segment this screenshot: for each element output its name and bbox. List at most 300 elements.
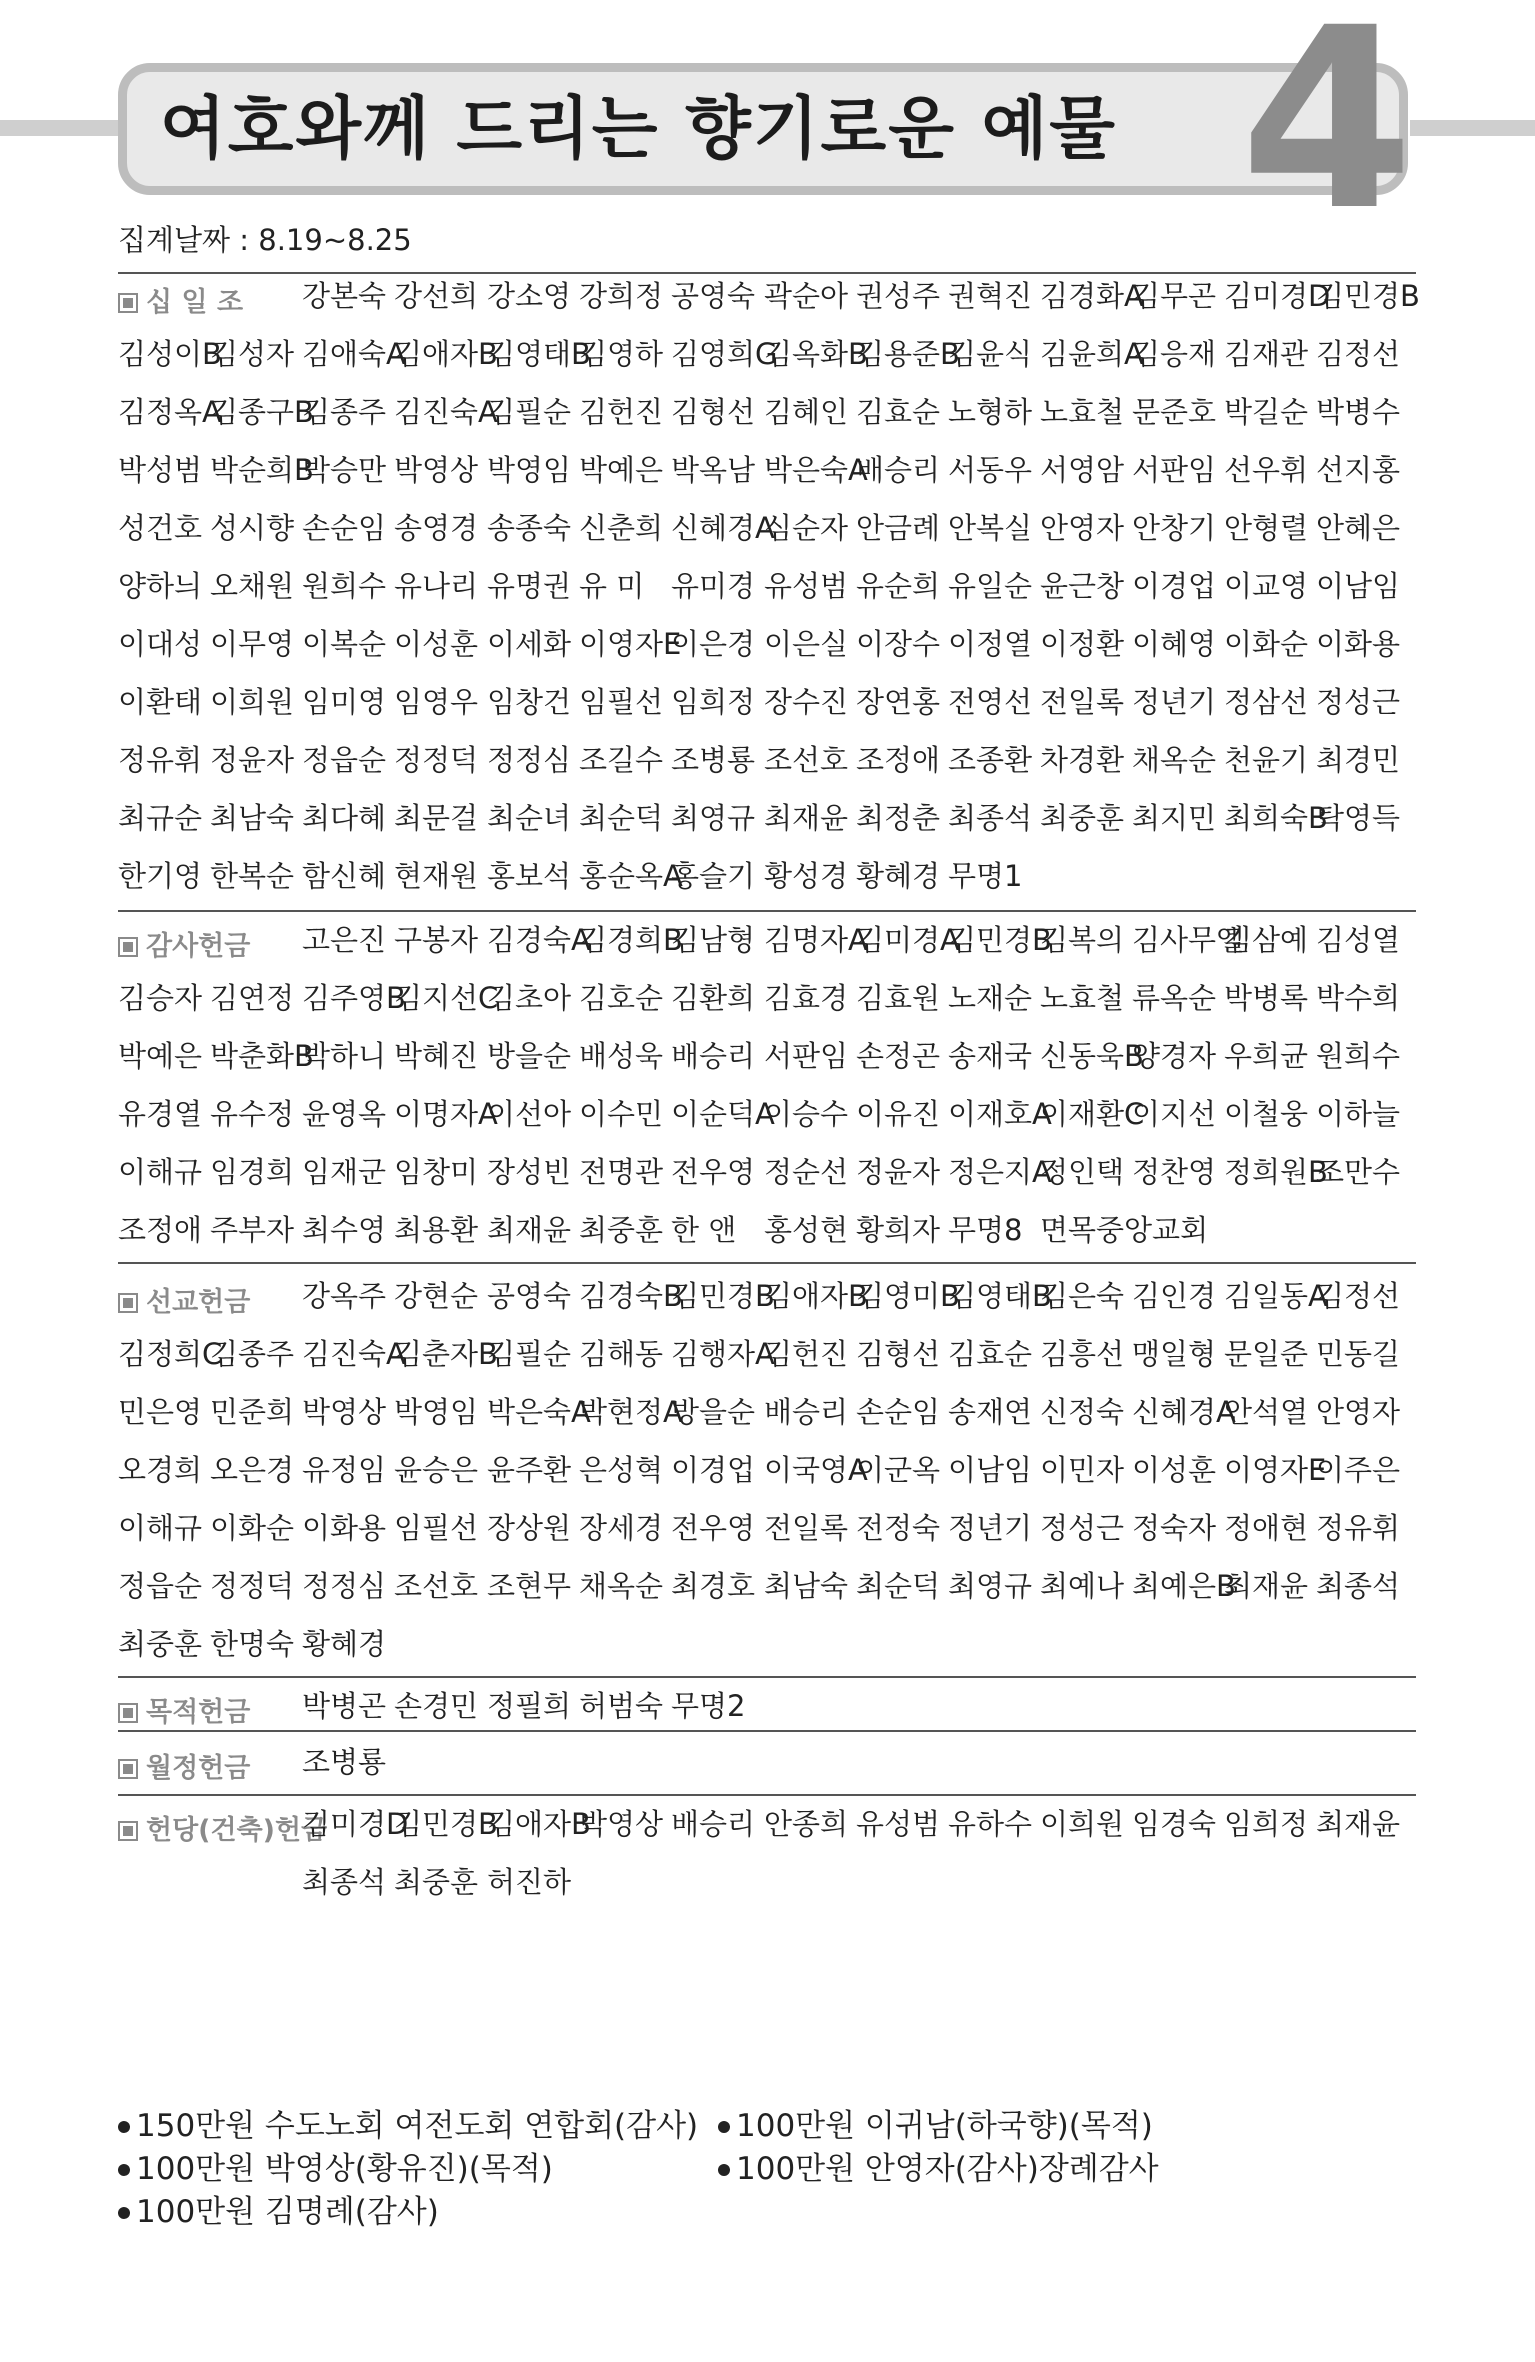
donor-name: 민준희 <box>210 1395 295 1429</box>
donor-name: 정년기 <box>948 1511 1033 1545</box>
donor-name: 이은경 <box>671 627 756 661</box>
donor-name: 배승리 <box>764 1395 849 1429</box>
square-bullet-icon <box>118 293 138 313</box>
donor-name: 류옥순 <box>1132 981 1217 1015</box>
donor-name: 김정희C <box>118 1337 223 1371</box>
donor-name: 안혜은 <box>1316 511 1401 545</box>
donor-name: 박옥남 <box>671 453 756 487</box>
donor-name: 임창미 <box>394 1155 479 1189</box>
donor-name: 이유진 <box>856 1097 941 1131</box>
donor-name: 민동길 <box>1316 1337 1401 1371</box>
donor-name: 이대성 <box>118 627 203 661</box>
donor-name: 정윤자 <box>210 743 295 777</box>
donor-name: 한기영 <box>118 859 203 893</box>
section-label-text: 헌당(건축)헌금 <box>146 1815 328 1846</box>
donor-name: 선지홍 <box>1316 453 1401 487</box>
section-divider <box>118 1794 1416 1796</box>
donor-name: 조현무 <box>487 1569 572 1603</box>
donor-name: 윤주환 <box>487 1453 572 1487</box>
donor-name: 유성범 <box>764 569 849 603</box>
donor-name: 정유휘 <box>1316 1511 1401 1545</box>
donor-name: 김윤희A <box>1040 337 1144 371</box>
donor-name: 김영태B <box>487 337 591 371</box>
donor-name: 홍보석 <box>487 859 572 893</box>
special-offering-note <box>718 2143 1159 2188</box>
header-bar-left <box>0 120 130 136</box>
donor-name: 박수희 <box>1316 981 1401 1015</box>
special-offering-note <box>718 2100 1153 2145</box>
donor-name: 정정덕 <box>210 1569 295 1603</box>
donor-name: 이하늘 <box>1316 1097 1401 1131</box>
donor-name: 전일록 <box>1040 685 1125 719</box>
donor-name: 김정선 <box>1316 1279 1401 1313</box>
special-offering-note <box>118 2143 553 2188</box>
section-label-text: 선교헌금 <box>146 1287 251 1318</box>
donor-name: 최정춘 <box>856 801 941 835</box>
donor-name: 박영상 <box>579 1807 664 1841</box>
donor-name: 권혁진 <box>948 279 1033 313</box>
donor-name: 김흥선 <box>1040 1337 1125 1371</box>
donor-name: 성건호 <box>118 511 203 545</box>
donor-name: 김정선 <box>1316 337 1401 371</box>
donor-name: 김미경A <box>856 923 960 957</box>
donor-name: 성시향 <box>210 511 295 545</box>
donor-name: 박은숙A <box>764 453 868 487</box>
donor-name: 김경희B <box>579 923 683 957</box>
donor-name: 임재군 <box>302 1155 387 1189</box>
donor-name: 정성근 <box>1316 685 1401 719</box>
donor-name: 맹일형 <box>1132 1337 1217 1371</box>
donor-name: 이철웅 <box>1224 1097 1309 1131</box>
donor-name: 이순덕A <box>671 1097 775 1131</box>
donor-name: 김해동 <box>579 1337 664 1371</box>
donor-name: 이희원 <box>1040 1807 1125 1841</box>
donor-name: 최중훈 <box>579 1213 664 1247</box>
donor-name: 김경화A <box>1040 279 1144 313</box>
section-label <box>118 280 243 319</box>
donor-name: 이은실 <box>764 627 849 661</box>
donor-name: 박길순 <box>1224 395 1309 429</box>
donor-name: 박영상 <box>394 453 479 487</box>
donor-name: 윤근창 <box>1040 569 1125 603</box>
donor-name: 박순희B <box>210 453 314 487</box>
donor-name: 정정심 <box>302 1569 387 1603</box>
donor-name: 안복실 <box>948 511 1033 545</box>
donor-name: 곽순아 <box>764 279 849 313</box>
donor-name: 정은지A <box>948 1155 1052 1189</box>
donor-name: 정읍순 <box>302 743 387 777</box>
donor-name: 임필선 <box>579 685 664 719</box>
donor-name: 안영자 <box>1316 1395 1401 1429</box>
donor-name: 고은진 <box>302 923 387 957</box>
donor-name: 유명권 <box>487 569 572 603</box>
donor-name: 이화순 <box>210 1511 295 1545</box>
donor-name: 이성훈 <box>394 627 479 661</box>
donor-name: 조선호 <box>394 1569 479 1603</box>
donor-name: 최수영 <box>302 1213 387 1247</box>
donor-name: 이민자 <box>1040 1453 1125 1487</box>
donor-name: 전우영 <box>671 1155 756 1189</box>
donor-name: 최중훈 <box>1040 801 1125 835</box>
square-bullet-icon <box>118 937 138 957</box>
donor-name: 최다혜 <box>302 801 387 835</box>
donor-name: 장세경 <box>579 1511 664 1545</box>
donor-name: 박승만 <box>302 453 387 487</box>
donor-name: 유경열 <box>118 1097 203 1131</box>
donor-name: 채옥순 <box>579 1569 664 1603</box>
donor-name: 한복순 <box>210 859 295 893</box>
donor-name: 장상원 <box>487 1511 572 1545</box>
donor-name: 함신혜 <box>302 859 387 893</box>
donor-name: 김성열 <box>1316 923 1401 957</box>
donor-name: 김재관 <box>1224 337 1309 371</box>
donor-name: 정순선 <box>764 1155 849 1189</box>
header-bar-right <box>1410 120 1535 136</box>
donor-name: 김민경B <box>1316 279 1420 313</box>
donor-name: 김미경D <box>302 1807 409 1841</box>
bullet-icon <box>118 2164 130 2176</box>
donor-name: 장성빈 <box>487 1155 572 1189</box>
bullet-icon <box>118 2121 130 2133</box>
donor-name: 정찬영 <box>1132 1155 1217 1189</box>
donor-name: 전영선 <box>948 685 1033 719</box>
donor-name: 김필순 <box>487 395 572 429</box>
donor-name: 채옥순 <box>1132 743 1217 777</box>
section-label-text: 십 일 조 <box>146 287 244 318</box>
donor-name: 이영자E <box>579 627 682 661</box>
donor-name: 임필선 <box>394 1511 479 1545</box>
donor-name: 박병수 <box>1316 395 1401 429</box>
donor-name: 이환태 <box>118 685 203 719</box>
donor-name: 송재연 <box>948 1395 1033 1429</box>
donor-name: 황혜경 <box>302 1627 387 1661</box>
donor-name: 이재호A <box>948 1097 1052 1131</box>
donor-name: 임영우 <box>394 685 479 719</box>
donor-name: 조종환 <box>948 743 1033 777</box>
donor-name: 최지민 <box>1132 801 1217 835</box>
special-offering-text: 150만원 수도노회 여전도회 연합회(감사) <box>136 2108 699 2144</box>
donor-name: 유일순 <box>948 569 1033 603</box>
donor-name: 김춘자B <box>394 1337 498 1371</box>
donor-name: 이경업 <box>1132 569 1217 603</box>
section-divider <box>118 272 1416 274</box>
donor-name: 선우휘 <box>1224 453 1309 487</box>
donor-name: 현재원 <box>394 859 479 893</box>
donor-name: 장연홍 <box>856 685 941 719</box>
donor-name: 강현순 <box>394 1279 479 1313</box>
donor-name: 무명1 <box>948 859 1023 893</box>
donor-name: 최규순 <box>118 801 203 835</box>
donor-name: 김연정 <box>210 981 295 1015</box>
section-label <box>118 1808 327 1847</box>
donor-name: 김애자B <box>394 337 498 371</box>
donor-name: 김경숙B <box>579 1279 683 1313</box>
donor-name: 유성범 <box>856 1807 941 1841</box>
section-divider <box>118 1730 1416 1732</box>
donor-name: 김헌진 <box>764 1337 849 1371</box>
donor-name: 신춘희 <box>579 511 664 545</box>
donor-name: 김효원 <box>856 981 941 1015</box>
donor-name: 장수진 <box>764 685 849 719</box>
donor-name: 박병록 <box>1224 981 1309 1015</box>
donor-name: 안형렬 <box>1224 511 1309 545</box>
donor-name: 이남임 <box>948 1453 1033 1487</box>
donor-name: 이남임 <box>1316 569 1401 603</box>
donor-name: 유정임 <box>302 1453 387 1487</box>
donor-name: 김은숙 <box>1040 1279 1125 1313</box>
donor-name: 최희숙B <box>1224 801 1328 835</box>
donor-name: 김효경 <box>764 981 849 1015</box>
donor-name: 손정곤 <box>856 1039 941 1073</box>
square-bullet-icon <box>118 1821 138 1841</box>
donor-name: 양하늬 <box>118 569 203 603</box>
donor-name: 배성욱 <box>579 1039 664 1073</box>
donor-name: 박은숙A <box>487 1395 591 1429</box>
donor-name: 정숙자 <box>1132 1511 1217 1545</box>
donor-name: 양경자 <box>1132 1039 1217 1073</box>
donor-name: 차경환 <box>1040 743 1125 777</box>
donor-name: 이정열 <box>948 627 1033 661</box>
donor-name: 이정환 <box>1040 627 1125 661</box>
donor-name: 이지선 <box>1132 1097 1217 1131</box>
section-divider <box>118 1676 1416 1678</box>
donor-name: 김종주 <box>210 1337 295 1371</box>
donor-name: 한명숙 <box>210 1627 295 1661</box>
donor-name: 김영미B <box>856 1279 960 1313</box>
donor-name: 민은영 <box>118 1395 203 1429</box>
donor-name: 정애현 <box>1224 1511 1309 1545</box>
donor-name: 김애자B <box>764 1279 868 1313</box>
donor-name: 최남숙 <box>210 801 295 835</box>
donor-name: 노재순 <box>948 981 1033 1015</box>
donor-name: 김용준B <box>856 337 960 371</box>
square-bullet-icon <box>118 1759 138 1779</box>
donor-name: 이명자A <box>394 1097 498 1131</box>
donor-name: 이경업 <box>671 1453 756 1487</box>
donor-name: 서판임 <box>1132 453 1217 487</box>
donor-name: 이군옥 <box>856 1453 941 1487</box>
donor-name: 황혜경 <box>856 859 941 893</box>
donor-name: 김사무엘 <box>1132 923 1245 957</box>
donor-name: 주부자 <box>210 1213 295 1247</box>
donor-name: 이화용 <box>1316 627 1401 661</box>
donor-name: 최종석 <box>948 801 1033 835</box>
donor-name: 김효순 <box>856 395 941 429</box>
donor-name: 이화순 <box>1224 627 1309 661</box>
donor-name: 김민경B <box>394 1807 498 1841</box>
bullet-icon <box>718 2164 730 2176</box>
donor-name: 최중훈 <box>118 1627 203 1661</box>
donor-name: 정성근 <box>1040 1511 1125 1545</box>
donor-name: 김윤식 <box>948 337 1033 371</box>
donor-name: 방을순 <box>671 1395 756 1429</box>
donor-name: 정정심 <box>487 743 572 777</box>
donor-name: 김복의 <box>1040 923 1125 957</box>
special-offering-note <box>118 2100 698 2145</box>
donor-name: 김성자 <box>210 337 295 371</box>
donor-name: 이해규 <box>118 1155 203 1189</box>
donor-name: 노형하 <box>948 395 1033 429</box>
donor-name: 윤승은 <box>394 1453 479 1487</box>
donor-name: 노효철 <box>1040 981 1125 1015</box>
donor-name: 유미경 <box>671 569 756 603</box>
donor-name: 이무영 <box>210 627 295 661</box>
donor-name: 최순덕 <box>579 801 664 835</box>
donor-name: 정삼선 <box>1224 685 1309 719</box>
donor-name: 최예나 <box>1040 1569 1125 1603</box>
donor-name: 최용환 <box>394 1213 479 1247</box>
donor-name: 박영상 <box>302 1395 387 1429</box>
bullet-icon <box>718 2121 730 2133</box>
donor-name: 김명자A <box>764 923 868 957</box>
donor-name: 김성이B <box>118 337 222 371</box>
donor-name: 이화용 <box>302 1511 387 1545</box>
donor-name: 김애숙A <box>302 337 406 371</box>
donor-name: 김형선 <box>671 395 756 429</box>
donor-name: 박영임 <box>487 453 572 487</box>
donor-name: 최남숙 <box>764 1569 849 1603</box>
donor-name: 이해규 <box>118 1511 203 1545</box>
donor-name: 전우영 <box>671 1511 756 1545</box>
donor-name: 김행자A <box>671 1337 775 1371</box>
donor-name: 강본숙 <box>302 279 387 313</box>
donor-name: 김영하 <box>579 337 664 371</box>
donor-name: 전명관 <box>579 1155 664 1189</box>
donor-name: 안창기 <box>1132 511 1217 545</box>
section-label <box>118 1280 250 1319</box>
section-label <box>118 1746 250 1785</box>
donor-name: 최영규 <box>671 801 756 835</box>
donor-name: 정필희 <box>487 1689 572 1723</box>
donor-name: 이장수 <box>856 627 941 661</box>
donor-name: 김민경B <box>671 1279 775 1313</box>
page-title: 여호와께 드리는 향기로운 예물 <box>160 90 1117 169</box>
donor-name: 공영숙 <box>671 279 756 313</box>
donor-name: 원희수 <box>302 569 387 603</box>
section-label-text: 목적헌금 <box>146 1697 251 1728</box>
donor-name: 조정애 <box>856 743 941 777</box>
donor-name: 최문걸 <box>394 801 479 835</box>
special-offering-text: 100만원 박영상(황유진)(목적) <box>136 2151 553 2187</box>
donor-name: 천윤기 <box>1224 743 1309 777</box>
donor-name: 전일록 <box>764 1511 849 1545</box>
donor-name: 무명2 <box>671 1689 746 1723</box>
donor-name: 박현정A <box>579 1395 683 1429</box>
donor-name: 이복순 <box>302 627 387 661</box>
donor-name: 정인택 <box>1040 1155 1125 1189</box>
donor-name: 손순임 <box>856 1395 941 1429</box>
donor-name: 이영자E <box>1224 1453 1327 1487</box>
section-label <box>118 1690 250 1729</box>
donor-name: 김효순 <box>948 1337 1033 1371</box>
date-label: 집계날짜 : 8.19~8.25 <box>118 223 412 257</box>
donor-name: 홍슬기 <box>671 859 756 893</box>
donor-name: 이국영A <box>764 1453 868 1487</box>
donor-name: 서영암 <box>1040 453 1125 487</box>
donor-name: 최재윤 <box>1224 1569 1309 1603</box>
donor-name: 이승수 <box>764 1097 849 1131</box>
donor-name: 정유휘 <box>118 743 203 777</box>
special-offering-note <box>118 2186 439 2231</box>
donor-name: 김애자B <box>487 1807 591 1841</box>
donor-name: 김남형 <box>671 923 756 957</box>
donor-name: 홍순옥A <box>579 859 683 893</box>
donor-name: 최중훈 <box>394 1865 479 1899</box>
donor-name: 신정숙 <box>1040 1395 1125 1429</box>
donor-name: 안영자 <box>1040 511 1125 545</box>
donor-name: 조정애 <box>118 1213 203 1247</box>
donor-name: 황희자 <box>856 1213 941 1247</box>
square-bullet-icon <box>118 1703 138 1723</box>
donor-name: 박하니 <box>302 1039 387 1073</box>
donor-name: 이희원 <box>210 685 295 719</box>
bullet-icon <box>118 2207 130 2219</box>
donor-name: 배승리 <box>671 1807 756 1841</box>
donor-name: 홍성현 <box>764 1213 849 1247</box>
donor-name: 무명8 <box>948 1213 1023 1247</box>
donor-name: 이선아 <box>487 1097 572 1131</box>
donor-name: 김진숙A <box>394 395 498 429</box>
donor-name: 김진숙A <box>302 1337 406 1371</box>
donor-name: 윤영옥 <box>302 1097 387 1131</box>
donor-name: 서판임 <box>764 1039 849 1073</box>
donor-name: 강선희 <box>394 279 479 313</box>
donor-name: 김호순 <box>579 981 664 1015</box>
donor-name: 구봉자 <box>394 923 479 957</box>
donor-name: 오경희 <box>118 1453 203 1487</box>
donor-name: 김헌진 <box>579 395 664 429</box>
donor-name: 공영숙 <box>487 1279 572 1313</box>
donor-name: 김주영B <box>302 981 406 1015</box>
donor-name: 임희정 <box>671 685 756 719</box>
donor-name: 서동우 <box>948 453 1033 487</box>
donor-name: 임미영 <box>302 685 387 719</box>
donor-name: 김미경D <box>1224 279 1331 313</box>
donor-name: 임경희 <box>210 1155 295 1189</box>
donor-name: 이재환C <box>1040 1097 1145 1131</box>
donor-name: 탁영득 <box>1316 801 1401 835</box>
donor-name: 정년기 <box>1132 685 1217 719</box>
donor-name: 최순덕 <box>856 1569 941 1603</box>
donor-name: 김환희 <box>671 981 756 1015</box>
donor-name: 김정옥A <box>118 395 222 429</box>
donor-name: 임희정 <box>1224 1807 1309 1841</box>
donor-name: 오채원 <box>210 569 295 603</box>
donor-name: 최경호 <box>671 1569 756 1603</box>
donor-name: 노효철 <box>1040 395 1125 429</box>
donor-name: 박혜진 <box>394 1039 479 1073</box>
donor-name: 박성범 <box>118 453 203 487</box>
donor-name: 조병룡 <box>302 1745 387 1779</box>
donor-name: 이성훈 <box>1132 1453 1217 1487</box>
donor-name: 임경숙 <box>1132 1807 1217 1841</box>
donor-name: 배승리 <box>856 453 941 487</box>
donor-name: 김영태B <box>948 1279 1052 1313</box>
donor-name: 강희정 <box>579 279 664 313</box>
donor-name: 김응재 <box>1132 337 1217 371</box>
donor-name: 정희원B <box>1224 1155 1328 1189</box>
donor-name: 최영규 <box>948 1569 1033 1603</box>
section-label <box>118 924 250 963</box>
donor-name: 유 미 <box>579 569 645 603</box>
special-offering-text: 100만원 안영자(감사)장례감사 <box>736 2151 1159 2187</box>
donor-name: 김형선 <box>856 1337 941 1371</box>
donor-name: 안종희 <box>764 1807 849 1841</box>
donor-name: 이세화 <box>487 627 572 661</box>
donor-name: 원희수 <box>1316 1039 1401 1073</box>
donor-name: 김경숙A <box>487 923 591 957</box>
donor-name: 김종구B <box>210 395 314 429</box>
